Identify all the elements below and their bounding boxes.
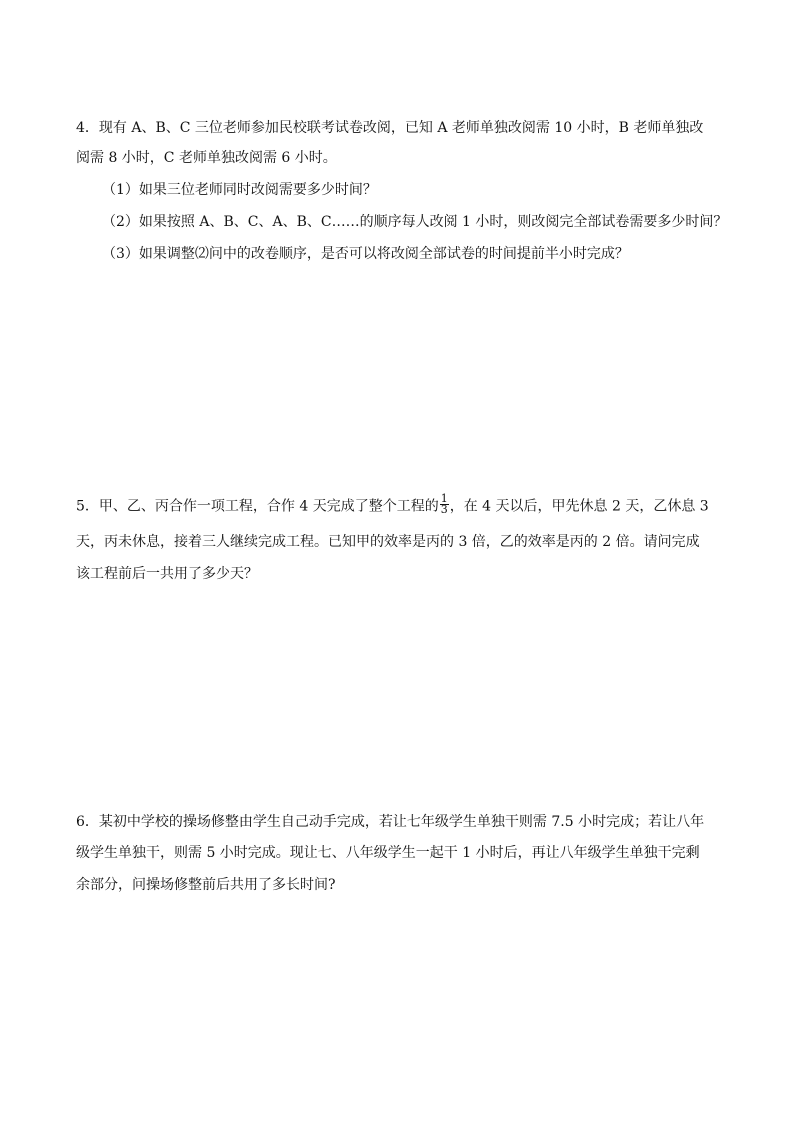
- q6-line-2: 级学生单独干，则需 5 小时完成。现让七、八年级学生一起干 1 小时后，再让八年级学生单独干完剩: [76, 845, 700, 861]
- q5-line-1: [76, 492, 709, 516]
- q5-line-1-before: 5．甲、乙、丙合作一项工程，合作 4 天完成了整个工程的: [76, 498, 439, 515]
- fraction-numerator: 1: [440, 492, 448, 505]
- q4-sub-question-3: （3）如果调整⑵问中的改卷顺序，是否可以将改阅全部试卷的时间提前半小时完成？: [102, 246, 629, 262]
- q4-sub-question-2: （2）如果按照 A、B、C、A、B、C……的顺序每人改阅 1 小时，则改阅完全部试卷需要多少时间？: [102, 214, 728, 230]
- q5-line-2: 天，丙未休息，接着三人继续完成工程。已知甲的效率是丙的 3 倍，乙的效率是丙的 2 倍。请问完成: [76, 534, 700, 550]
- q6-line-1: 6．某初中学校的操场修整由学生自己动手完成，若让七年级学生单独干则需 7.5 小时完成；若让八年: [76, 814, 705, 830]
- q4-line-1: 4．现有 A、B、C 三位老师参加民校联考试卷改阅，已知 A 老师单独改阅需 10 小时，B 老师单独改: [76, 120, 704, 136]
- q4-sub-question-1: （1）如果三位老师同时改阅需要多少时间？: [102, 182, 377, 198]
- q5-line-3: 该工程前后一共用了多少天？: [76, 566, 258, 582]
- fraction-denominator: 3: [440, 503, 448, 516]
- q6-line-3: 余部分，问操场修整前后共用了多长时间?: [76, 877, 336, 893]
- q4-line-2: 阅需 8 小时，C 老师单独改阅需 6 小时。: [76, 150, 337, 166]
- q5-line-1-after: ，在 4 天以后，甲先休息 2 天，乙休息 3: [449, 498, 709, 515]
- one-third-fraction: [440, 494, 449, 515]
